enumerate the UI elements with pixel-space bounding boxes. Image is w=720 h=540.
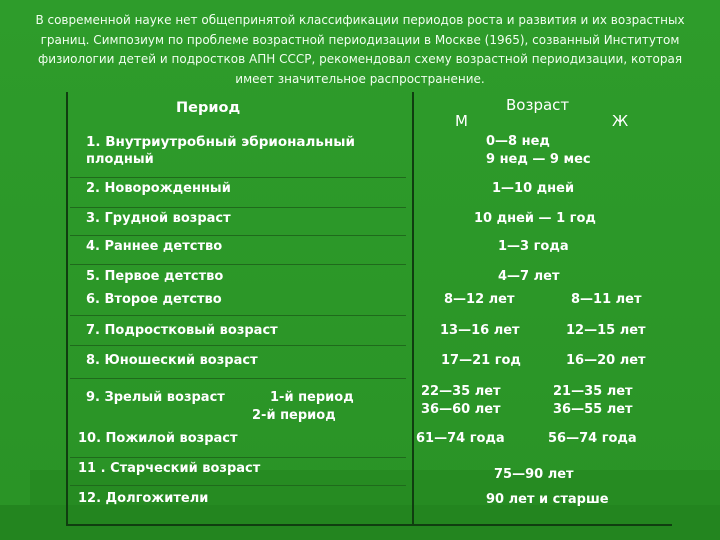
- age-8-female: 16—20 лет: [566, 353, 646, 368]
- period-7: 7. Подростковый возраст: [86, 323, 278, 338]
- table-column-divider: [412, 92, 414, 524]
- age-9-female-1: 21—35 лет: [553, 384, 633, 399]
- header-period: Период: [176, 100, 241, 116]
- age-1b: 9 нед — 9 мес: [486, 152, 591, 167]
- row-separator: [70, 207, 406, 208]
- age-5: 4—7 лет: [498, 269, 560, 284]
- row-separator: [70, 345, 406, 346]
- age-9-female-2: 36—55 лет: [553, 402, 633, 417]
- row-separator: [70, 315, 406, 316]
- period-9: 9. Зрелый возраст: [86, 390, 225, 405]
- header-male: М: [455, 112, 468, 130]
- age-7-male: 13—16 лет: [440, 323, 520, 338]
- period-10: 10. Пожилой возраст: [78, 431, 238, 446]
- period-1-sub: плодный: [86, 152, 154, 167]
- intro-paragraph: В современной науке нет общепринятой классификации периодов роста и развития и их возрастных границ. Симпозиум по проблеме возрастной периодизации в Москве (1965), созванный Институтом физиологии детей и подростков АПН СССР, рекомендовал схему возрастной периодизации, которая имеет значительное распространение.: [35, 13, 685, 86]
- row-separator: [70, 264, 406, 265]
- row-separator: [70, 457, 406, 458]
- age-8-male: 17—21 год: [441, 353, 521, 368]
- age-11: 75—90 лет: [494, 467, 574, 482]
- period-4: 4. Раннее детство: [86, 239, 223, 254]
- period-8: 8. Юношеский возраст: [86, 353, 258, 368]
- period-3: 3. Грудной возраст: [86, 211, 231, 226]
- period-6: 6. Второе детство: [86, 292, 222, 307]
- row-separator: [70, 378, 406, 379]
- age-4: 1—3 года: [498, 239, 569, 254]
- age-10-male: 61—74 года: [416, 431, 505, 446]
- row-separator: [70, 235, 406, 236]
- period-11: 11 . Старческий возраст: [78, 461, 261, 476]
- period-9-sub-2: 2-й период: [252, 408, 336, 423]
- period-2: 2. Новорожденный: [86, 181, 231, 196]
- age-12: 90 лет и старше: [486, 492, 609, 507]
- row-separator: [70, 177, 406, 178]
- age-10-female: 56—74 года: [548, 431, 637, 446]
- header-female: Ж: [612, 112, 629, 130]
- header-age: Возраст: [506, 96, 570, 114]
- age-9-male-1: 22—35 лет: [421, 384, 501, 399]
- age-6-male: 8—12 лет: [444, 292, 515, 307]
- period-1: 1. Внутриутробный эбриональный: [86, 134, 355, 150]
- age-1a: 0—8 нед: [486, 134, 550, 149]
- age-2: 1—10 дней: [492, 181, 575, 196]
- age-7-female: 12—15 лет: [566, 323, 646, 338]
- age-9-male-2: 36—60 лет: [421, 402, 501, 417]
- age-6-female: 8—11 лет: [571, 292, 642, 307]
- age-3: 10 дней — 1 год: [474, 211, 596, 226]
- period-12: 12. Долгожители: [78, 491, 209, 506]
- period-5: 5. Первое детство: [86, 269, 224, 284]
- period-9-sub-1: 1-й период: [270, 390, 354, 405]
- row-separator: [70, 485, 406, 486]
